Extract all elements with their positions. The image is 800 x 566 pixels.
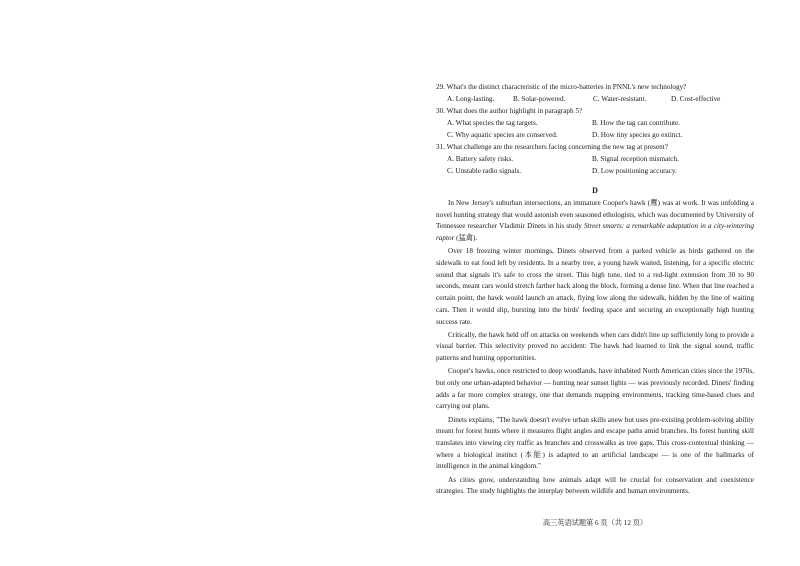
- q31-option-d: D. Low positioning accuracy.: [592, 167, 677, 175]
- q31-option-a: A. Battery safety risks.: [447, 155, 514, 163]
- study-title: Street smarts: a remarkable adaptation in a city-wintering raptor: [436, 222, 754, 243]
- paragraph-3: Critically, the hawk held off on attacks on weekends when cars didn't line up sufficiently long to provide a visual barrier. This selectivity proved no accident: The hawk had learned to link the signal sound, traffic patterns and hunting opportunities.: [436, 330, 754, 363]
- q31-option-c: C. Unstable radio signals.: [447, 167, 522, 175]
- reading-passage: [436, 198, 754, 500]
- q30-option-b: B. How the tag can contribute.: [592, 119, 681, 127]
- q29-option-d: D. Cost-effective: [671, 95, 721, 103]
- q29-option-b: B. Solar-powered.: [513, 95, 566, 103]
- q29-option-a: A. Long-lasting.: [447, 95, 495, 103]
- paragraph-1-end: (猛禽).: [454, 234, 478, 243]
- page-footer: 高三英语试题第 6 页（共 12 页）: [542, 519, 648, 527]
- q30-option-d: D. How tiny species go extinct.: [592, 131, 683, 139]
- paragraph-4: Cooper's hawks, once restricted to deep woodlands, have inhabited North American cities since the 1970s, but only one urban-adapted behavior — hunting near sunset lights — was previously recorded. Dinets' finding adds a far more complex strategy, one that demands mapping environments, tracking time-based clues and carrying out plans.: [436, 367, 754, 411]
- q29-option-c: C. Water-resistant.: [593, 95, 647, 103]
- question-29-stem: 29. What's the distinct characteristic of the micro-batteries in PNNL's new technology?: [436, 83, 687, 91]
- question-29-options: [447, 95, 747, 103]
- paragraph-1: [436, 198, 754, 245]
- paragraph-2: Over 18 freezing winter mornings, Dinets observed from a parked vehicle as birds gathered on the sidewalk to eat food left by residents. In a nearby tree, a young hawk waited, listening, for a specific electric sound that signals it's safe to cross the street. This high tone, tied to a red-light extension from 30 to 90 seconds, meant cars would stretch farther back along the block, forming a dense line. When that line reached a certain point, the hawk would launch an attack, flying low along the sidewalk, hidden by the line of waiting cars. Then it would slip, bursting into the birds' feeding space and securing an exceptionally high hunting success rate.: [436, 247, 754, 326]
- q30-option-a: A. What species the tag targets.: [447, 119, 538, 127]
- paragraph-1-text: In New Jersey's suburban intersections, an immature Cooper's hawk (鹰) was at work. It was unfolding a novel hunting strategy that would astonish even seasoned ethologists, which was documented by University of Tennessee researcher Vladimir Dinets in his study: [436, 199, 754, 231]
- q31-option-b: B. Signal reception mismatch.: [592, 155, 679, 163]
- paragraph-5: Dinets explains, "The hawk doesn't evolve urban skills anew but uses pre-existing problem-solving ability meant for forest hunts where it measures flight angles and escape paths amid branches. Its forest hunting skill translates into viewing city traffic as branches and crosswalks as tree gaps. This cross-contextual thinking — where a biological instinct (本能) is adapted to an artificial landscape — is one of the hallmarks of intelligence in the animal kingdom.": [436, 415, 754, 471]
- question-31-stem: 31. What challenge are the researchers facing concerning the new tag at present?: [436, 143, 668, 151]
- paragraph-6: As cities grow, understanding how animals adapt will be crucial for conservation and coexistence strategies. The study highlights the interplay between wildlife and human environments.: [436, 475, 754, 496]
- question-30-stem: 30. What does the author highlight in paragraph 5?: [436, 107, 583, 115]
- section-heading: D: [592, 186, 598, 195]
- q30-option-c: C. Why aquatic species are conserved.: [447, 131, 558, 139]
